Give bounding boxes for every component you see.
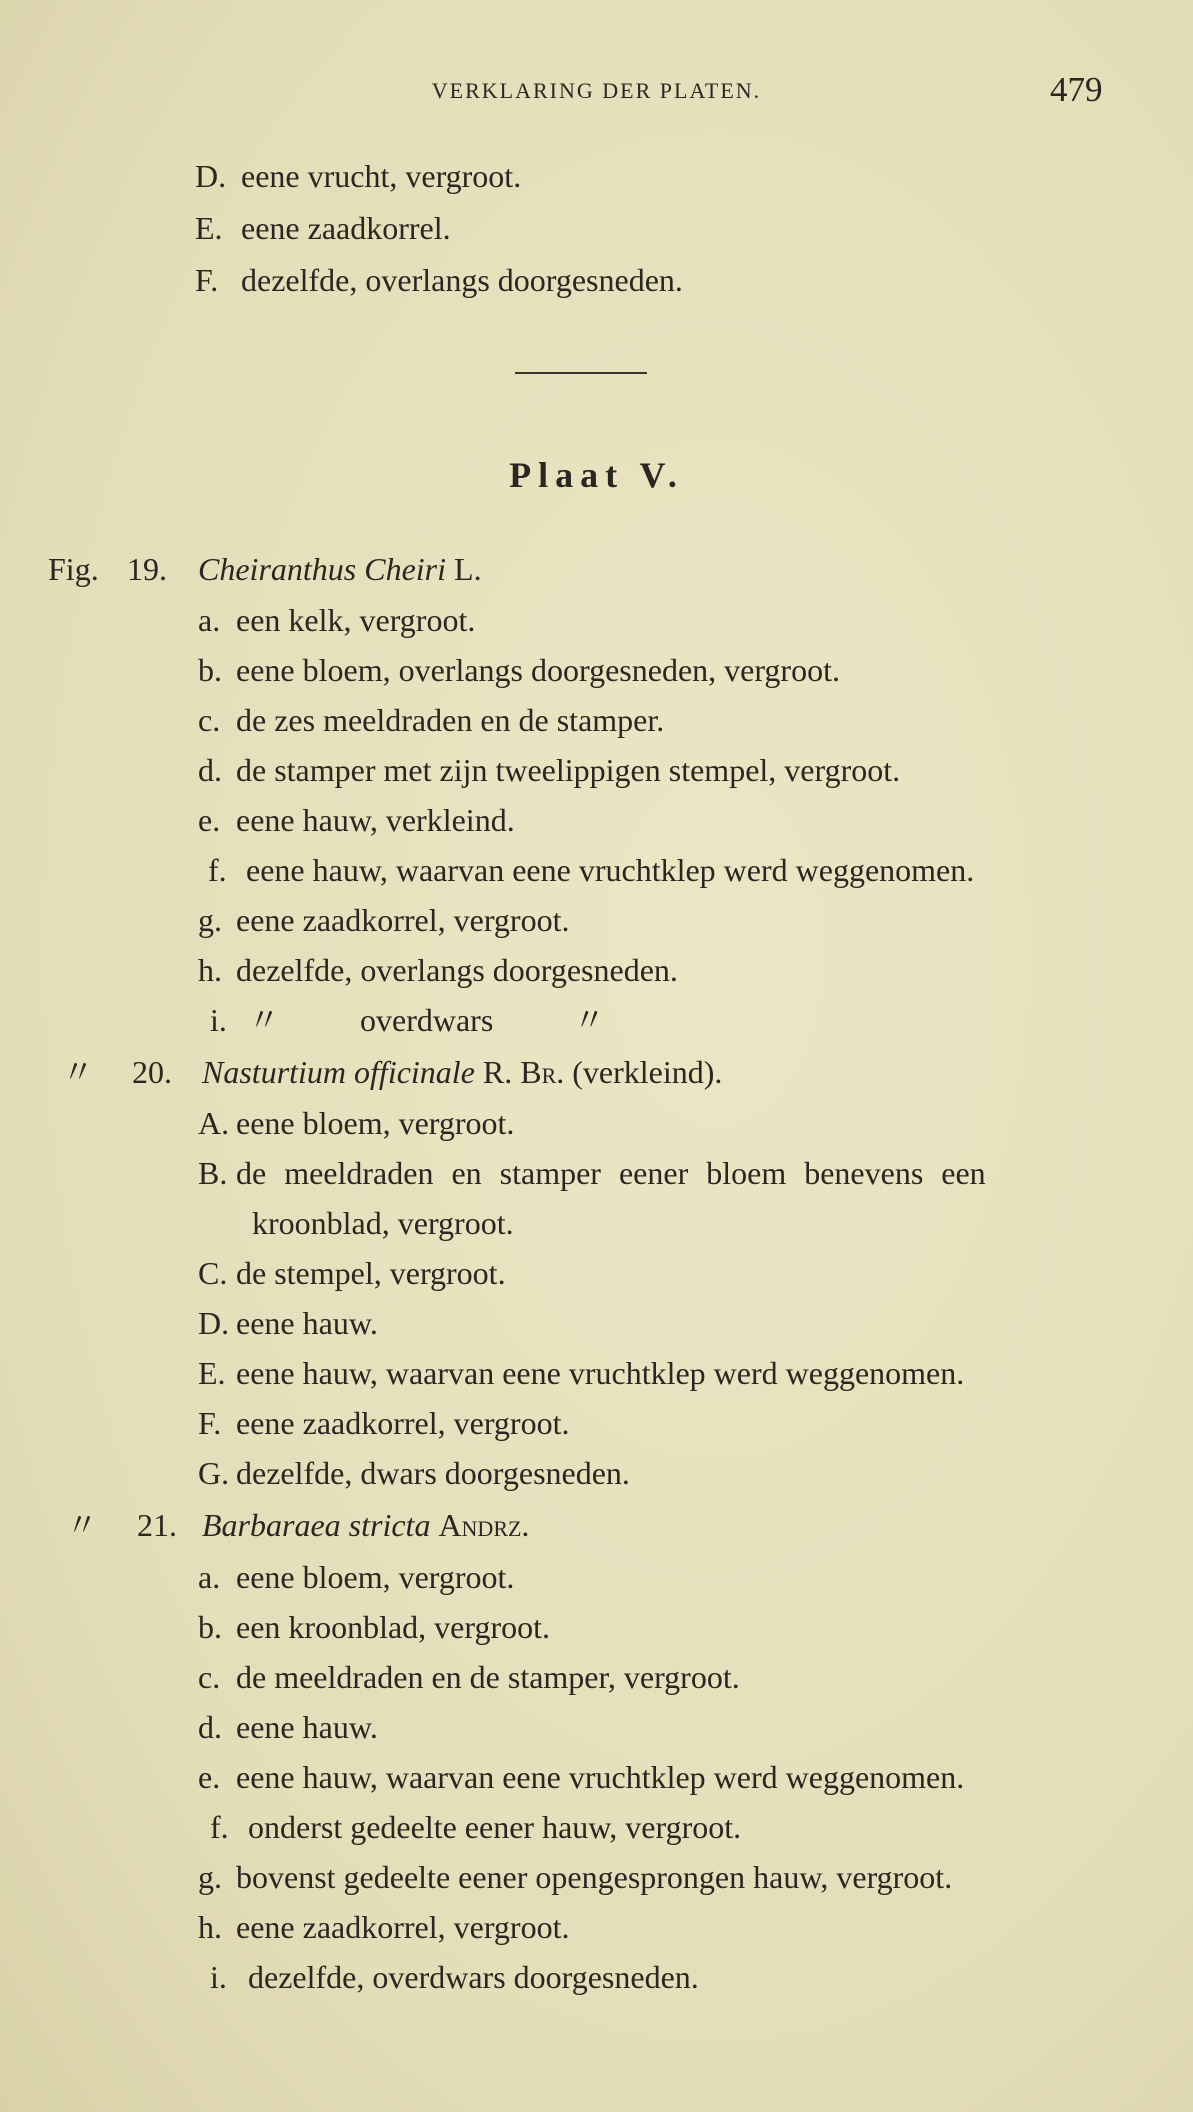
ditto-mark: 〃 xyxy=(62,1054,95,1090)
running-header: VERKLARING DER PLATEN. xyxy=(431,78,762,103)
carryover-line: E. eene zaadkorrel. xyxy=(195,210,451,246)
list-item: i. dezelfde, overdwars doorgesneden. xyxy=(210,1959,699,1995)
list-item: a. eene bloem, vergroot. xyxy=(198,1559,515,1595)
list-item: g. eene zaadkorrel, vergroot. xyxy=(198,902,570,938)
figure-title xyxy=(198,553,482,585)
carryover-line: F. dezelfde, overlangs doorgesneden. xyxy=(195,262,683,298)
list-item: c. de meeldraden en de stamper, vergroot. xyxy=(198,1659,740,1695)
list-item: c. de zes meeldraden en de stamper. xyxy=(198,702,665,738)
list-item: b. eene bloem, overlangs doorgesneden, vergroot. xyxy=(198,652,840,688)
list-item: a. een kelk, vergroot. xyxy=(198,602,476,638)
list-item: d. de stamper met zijn tweelippigen stempel, vergroot. xyxy=(198,752,901,788)
plate-heading: Plaat V. xyxy=(509,455,684,495)
list-item-continuation: kroonblad, vergroot. xyxy=(252,1205,514,1241)
section-divider xyxy=(515,372,647,374)
figure-number: 21. xyxy=(137,1507,177,1543)
list-item: A. eene bloem, vergroot. xyxy=(198,1105,515,1141)
figure-number: 20. xyxy=(132,1054,172,1090)
species-author: L. xyxy=(454,551,482,587)
list-item: b. een kroonblad, vergroot. xyxy=(198,1609,550,1645)
page-number: 479 xyxy=(1050,70,1103,109)
list-item: e. eene hauw, waarvan eene vruchtklep werd weggenomen. xyxy=(198,1759,965,1795)
species-author: Andrz. xyxy=(438,1507,530,1543)
figure-note: (verkleind). xyxy=(572,1054,723,1090)
species-name: Cheiranthus Cheiri xyxy=(198,551,447,587)
list-item: E. eene hauw, waarvan eene vruchtklep werd weggenomen. xyxy=(198,1355,965,1391)
list-item: C. de stempel, vergroot. xyxy=(198,1255,506,1291)
figure-title xyxy=(202,1509,529,1541)
list-item: f. eene hauw, waarvan eene vruchtklep werd weggenomen. xyxy=(208,852,975,888)
list-item: D. eene hauw. xyxy=(198,1305,378,1341)
ditto-mark: 〃 xyxy=(66,1507,99,1543)
list-item: g. bovenst gedeelte eener opengesprongen hauw, vergroot. xyxy=(198,1859,953,1895)
figure-prefix: Fig. xyxy=(48,551,99,587)
list-item: h. dezelfde, overlangs doorgesneden. xyxy=(198,952,678,988)
figure-number: 19. xyxy=(127,551,167,587)
species-name: Barbaraea stricta xyxy=(202,1507,431,1543)
list-item: G. dezelfde, dwars doorgesneden. xyxy=(198,1455,630,1491)
figure-title xyxy=(202,1056,722,1088)
species-author: R. Br. xyxy=(482,1054,565,1090)
list-item: f. onderst gedeelte eener hauw, vergroot. xyxy=(210,1809,742,1845)
list-item: i. 〃 overdwars 〃 xyxy=(210,1002,606,1038)
list-item: B. de meeldraden en stamper eener bloem benevens een xyxy=(198,1155,986,1191)
list-item: F. eene zaadkorrel, vergroot. xyxy=(198,1405,570,1441)
species-name: Nasturtium officinale xyxy=(202,1054,475,1090)
list-item: h. eene zaadkorrel, vergroot. xyxy=(198,1909,570,1945)
list-item: d. eene hauw. xyxy=(198,1709,378,1745)
list-item: e. eene hauw, verkleind. xyxy=(198,802,515,838)
carryover-line: D. eene vrucht, vergroot. xyxy=(195,158,522,194)
